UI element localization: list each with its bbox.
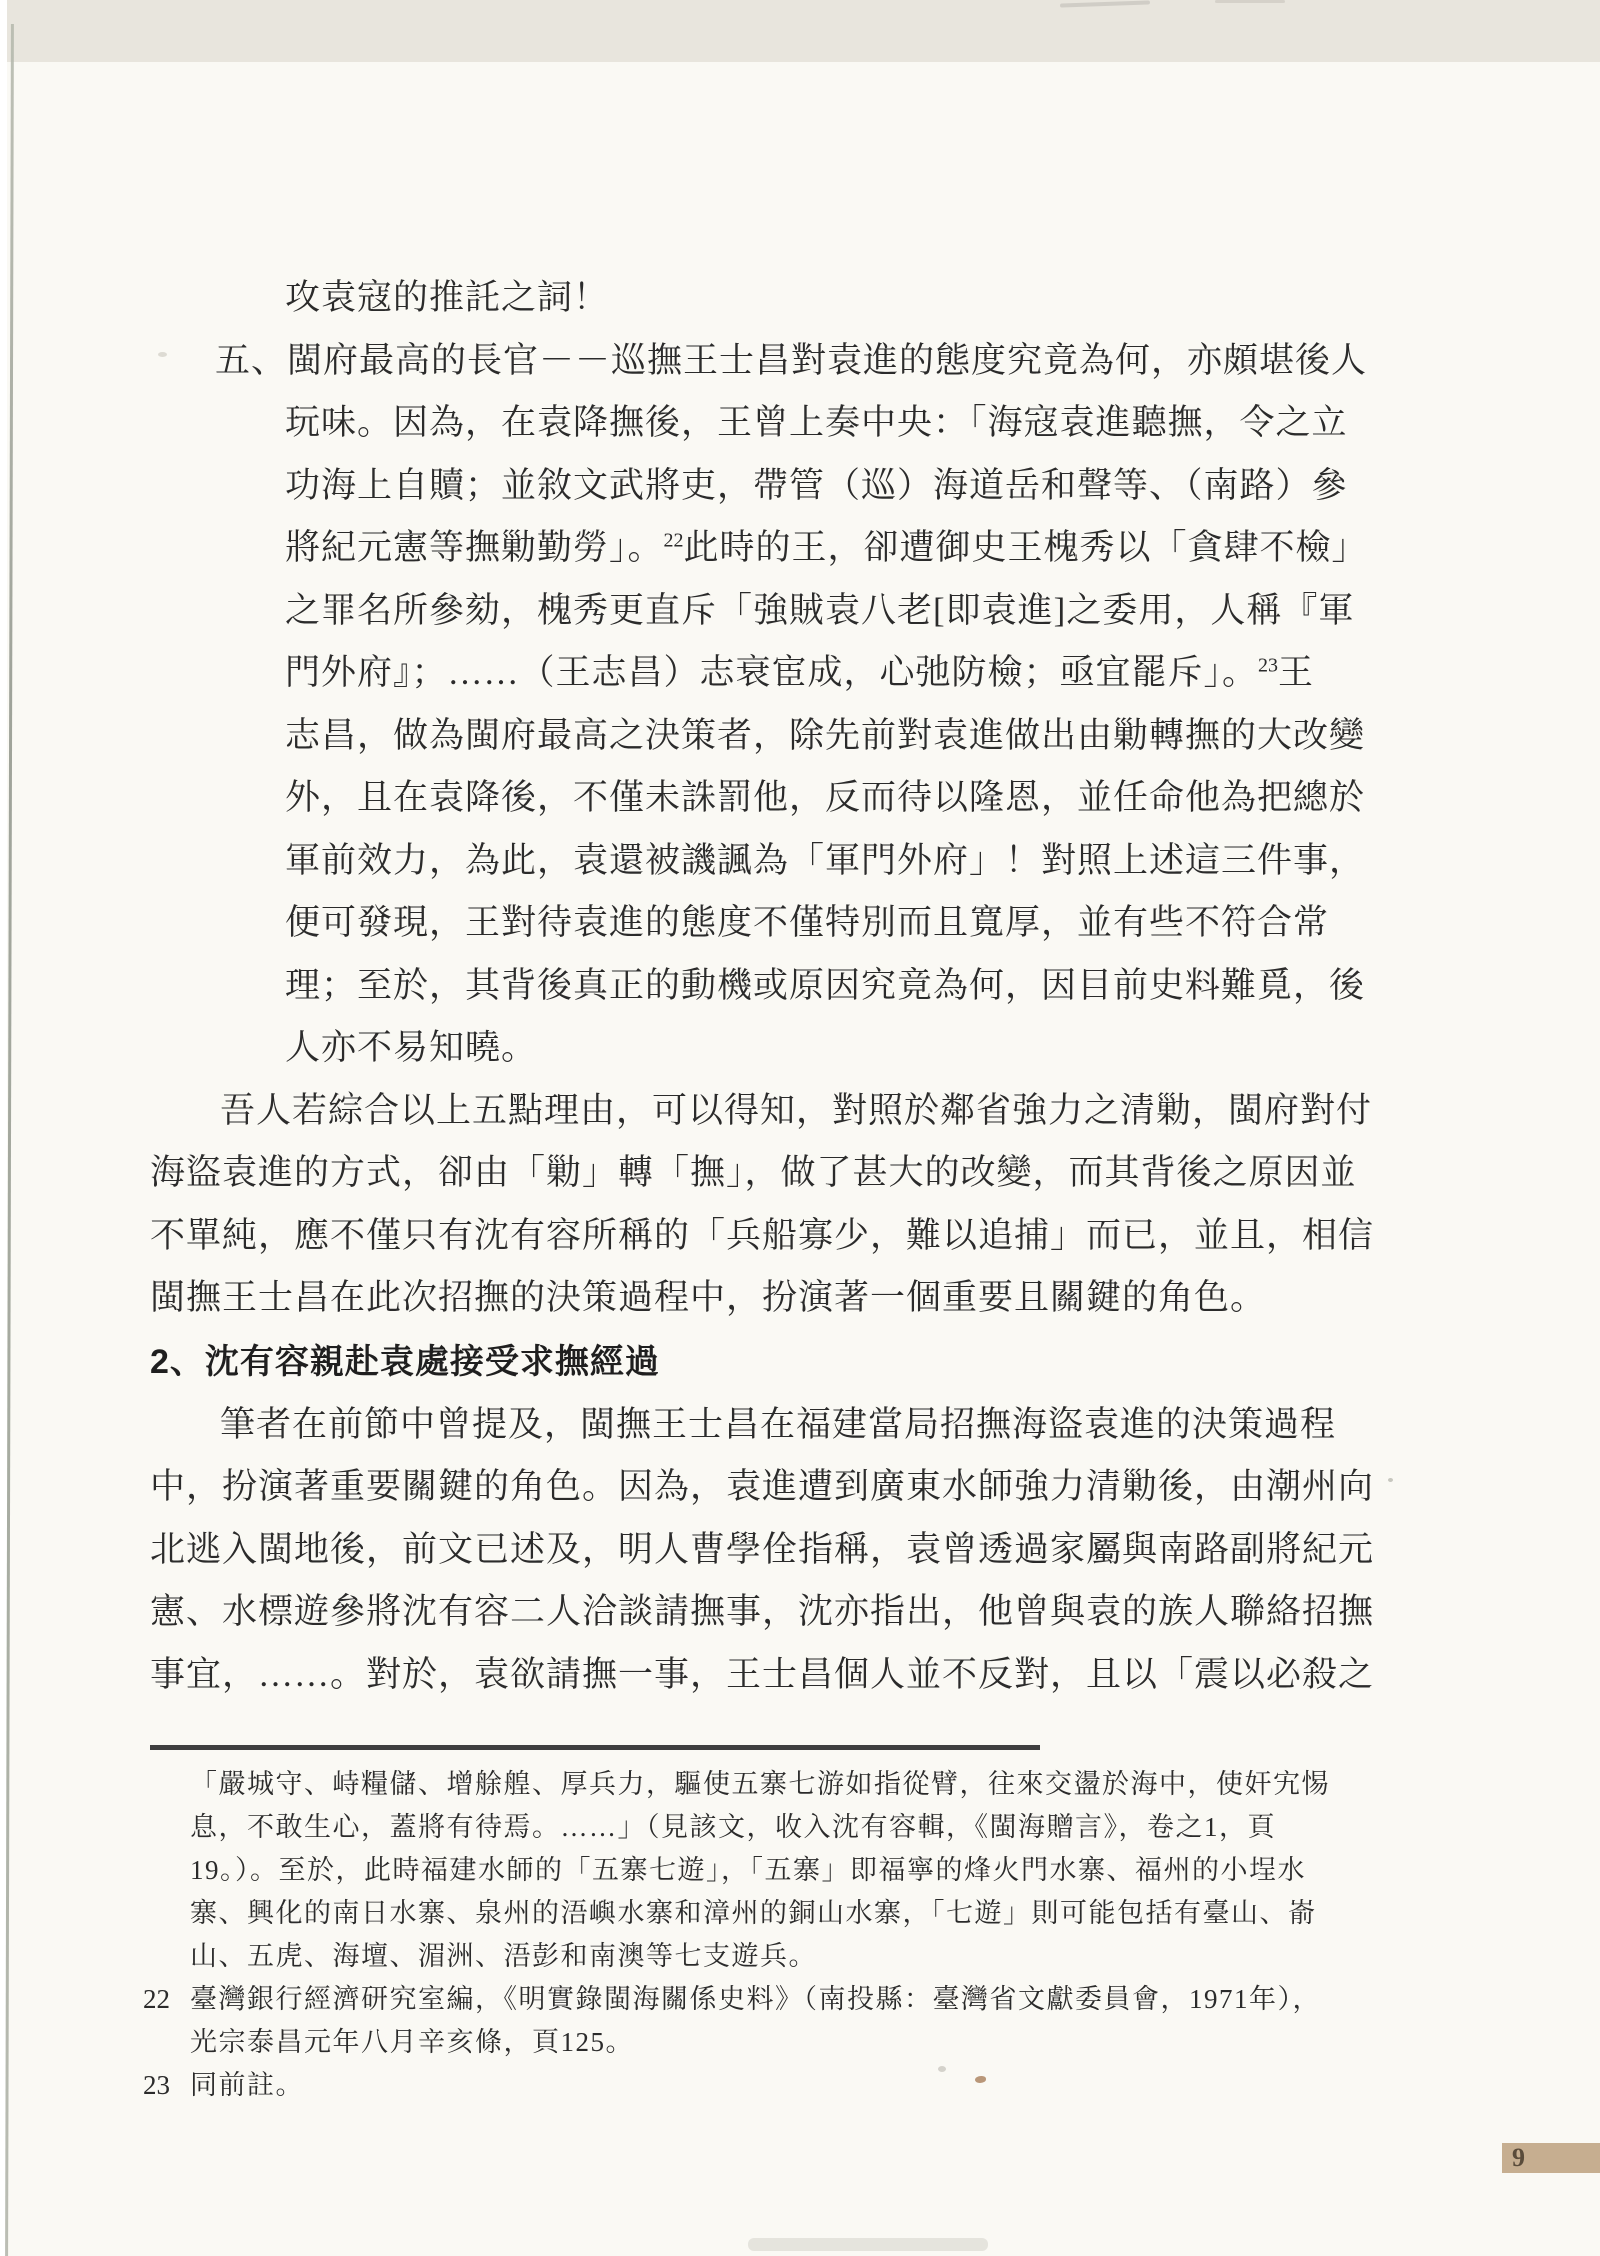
text-line: 功海上自贖；並敘文武將吏，帶管（巡）海道岳和聲等、（南路）參 (285, 465, 1348, 505)
footnote-line (0, 1935, 1600, 1978)
footnote-number: 22 (143, 1984, 170, 2014)
text-line: 門外府』；……（王志昌）志衰宦成，心弛防檢；亟宜罷斥」。$^{23}$王 (285, 653, 1315, 692)
text-line: 之罪名所參劾，槐秀更直斥「強賊袁八老[即袁進]之委用，人稱『軍 (285, 590, 1355, 630)
text-line: 攻袁寇的推託之詞！ (285, 278, 610, 317)
scan-artifact (748, 2238, 988, 2251)
footnote-line (0, 1892, 1600, 1935)
footnote-text: 同前註。 (190, 2070, 304, 2100)
footnote-text: 「嚴城守、峙糧儲、增艅艎、厚兵力，驅使五寨七游如指從臂，往來交盪於海中，使奸宄惕 (190, 1769, 1330, 1799)
footnote-text: 息，不敢生心，蓋將有待焉。……」（見該文，收入沈有容輯，《閩海贈言》，卷之1，頁 (190, 1812, 1276, 1842)
text-line: 事宜，……。對於，袁欲請撫一事，王士昌個人並不反對，且以「震以必殺之 (150, 1654, 1375, 1694)
footnote-line (0, 2021, 1600, 2064)
section-heading: 2、沈有容親赴袁處接受求撫經過 (150, 1342, 660, 1381)
text-line: 將紀元憲等撫勦勤勞」。$^{22}$此時的王，卻遭御史王槐秀以「貪肆不檢」 (285, 528, 1368, 567)
text-line: 筆者在前節中曾提及，閩撫王士昌在福建當局招撫海盜袁進的決策過程 (220, 1404, 1337, 1444)
footnote-text: 19。）。至於，此時福建水師的「五寨七遊」，「五寨」即福寧的烽火門水寨、福州的小埕水 (190, 1855, 1306, 1885)
footnote-text: 寨、興化的南日水寨、泉州的浯嶼水寨和漳州的銅山水寨，「七遊」則可能包括有臺山、嵛 (190, 1898, 1317, 1928)
page-top-shadow-band (0, 0, 1600, 62)
page-number-tab (1502, 2143, 1600, 2173)
footnote-ref: 22 (663, 529, 684, 552)
footnote-number: 23 (143, 2070, 170, 2100)
text-line: 北逃入閩地後，前文已述及，明人曹學佺指稱，袁曾透過家屬與南路副將紀元 (150, 1529, 1375, 1569)
text-line: 閩撫王士昌在此次招撫的決策過程中，扮演著一個重要且關鍵的角色。 (150, 1278, 1267, 1317)
text-line: 志昌，做為閩府最高之決策者，除先前對袁進做出由勦轉撫的大改變 (285, 715, 1366, 755)
footnote-line (0, 1806, 1600, 1849)
footnote-line (0, 1978, 1600, 2021)
footnote-text: 山、五虎、海壇、湄洲、浯彭和南澳等七支遊兵。 (190, 1941, 817, 1971)
text-line: 軍前效力，為此，袁還被譏諷為「軍門外府」！對照上述這三件事， (285, 840, 1366, 880)
text-line: 吾人若綜合以上五點理由，可以得知，對照於鄰省強力之清勦，閩府對付 (220, 1090, 1373, 1130)
footnote-text: 臺灣銀行經濟研究室編，《明實錄閩海關係史料》（南投縣：臺灣省文獻委員會，1971年）， (190, 1984, 1321, 2014)
footnote-line (0, 1763, 1600, 1806)
text-line: 外，且在袁降後，不僅未誅罰他，反而待以隆恩，並任命他為把總於 (285, 778, 1366, 817)
footnote-text: 光宗泰昌元年八月辛亥條，頁125。 (190, 2027, 634, 2057)
text-line: 不單純，應不僅只有沈有容所稱的「兵船寡少，難以追捕」而已，並且，相信 (150, 1215, 1375, 1255)
page-number: 9 (1512, 2143, 1525, 2172)
text-line: 人亦不易知曉。 (285, 1028, 538, 1067)
text-line: 五、閩府最高的長官－－巡撫王士昌對袁進的態度究竟為何，亦頗堪後人 (215, 340, 1368, 380)
footnote-line (0, 2064, 1600, 2107)
text-line: 理；至於，其背後真正的動機或原因究竟為何，因目前史料難覓，後 (285, 965, 1366, 1005)
text-line: 憲、水標遊參將沈有容二人洽談請撫事，沈亦指出，他曾與袁的族人聯絡招撫 (150, 1592, 1375, 1631)
text-line: 中，扮演著重要關鍵的角色。因為，袁進遭到廣東水師強力清勦後，由潮州向 (150, 1467, 1375, 1506)
footnote-line (0, 1849, 1600, 1892)
text-line: 便可發現，王對待袁進的態度不僅特別而且寬厚，並有些不符合常 (285, 903, 1330, 942)
footnote-separator (150, 1745, 1040, 1750)
footnotes (0, 1763, 1600, 2107)
text-line: 玩味。因為，在袁降撫後，王曾上奏中央：「海寇袁進聽撫，令之立 (285, 403, 1348, 442)
text-line: 海盜袁進的方式，卻由「勦」轉「撫」，做了甚大的改變，而其背後之原因並 (150, 1153, 1357, 1192)
footnote-ref: 23 (1258, 654, 1279, 677)
body-lines (0, 267, 1600, 1706)
